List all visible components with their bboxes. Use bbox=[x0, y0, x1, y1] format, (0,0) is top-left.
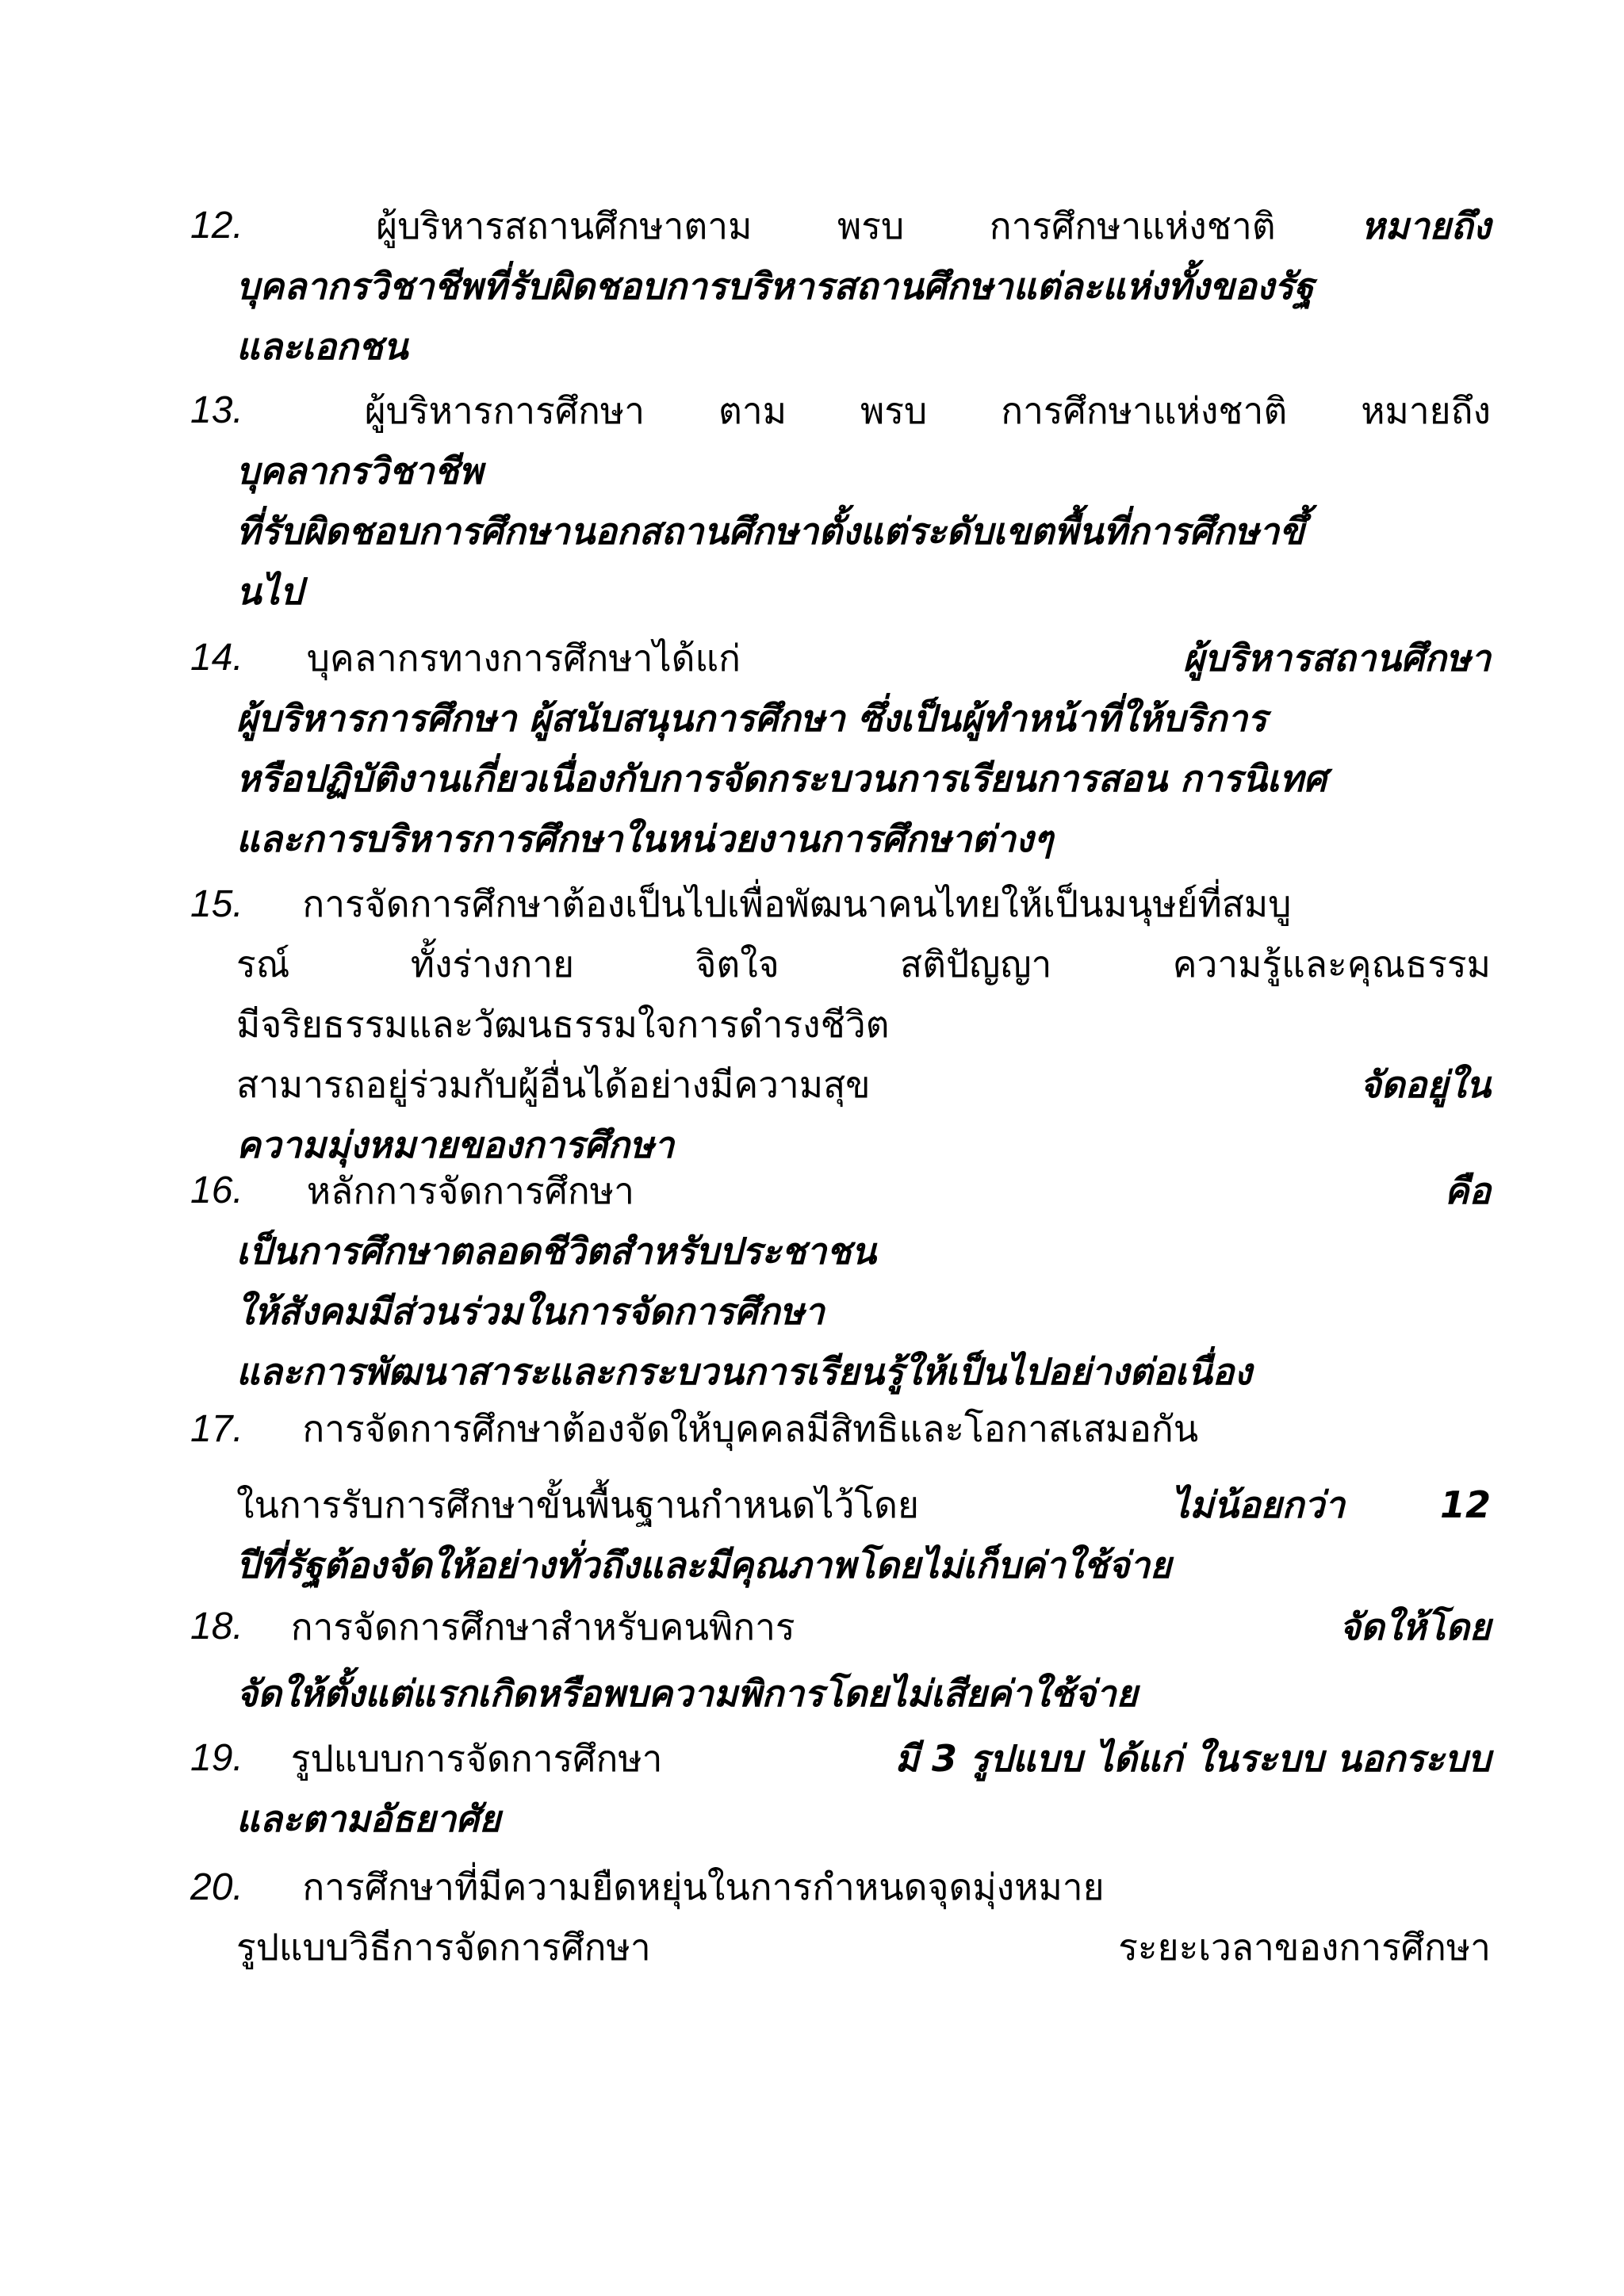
item-15-text: สามารถอยู่ร่วมกับผู้อื่นได้อย่างมีความสุข bbox=[236, 1063, 871, 1106]
item-12-emphasis: หมายถึง bbox=[1361, 205, 1491, 247]
item-19-text: รูปแบบการจัดการศึกษา bbox=[290, 1737, 663, 1780]
item-20-line-1 bbox=[190, 1855, 1105, 1919]
item-12-line-2: บุคลากรวิชาชีพที่รับผิดชอบการบริหารสถานศึกษาแต่ละแห่งทั้งของรัฐ bbox=[236, 265, 1314, 308]
item-15-line-2 bbox=[236, 932, 1491, 996]
item-14-line-4: และการบริหารการศึกษาในหน่วยงานการศึกษาต่างๆ bbox=[236, 817, 1053, 860]
item-14-line-3: หรือปฏิบัติงานเกี่ยวเนื่องกับการจัดกระบวนการเรียนการสอน การนิเทศ bbox=[236, 757, 1327, 800]
item-18-text: การจัดการศึกษาสำหรับคนพิการ bbox=[290, 1605, 795, 1648]
item-13-text: ผู้บริหารการศึกษา bbox=[364, 389, 645, 432]
item-18-number: 18. bbox=[190, 1605, 243, 1647]
item-15-number: 15. bbox=[190, 883, 243, 925]
item-16-line-3: ให้สังคมมีส่วนร่วมในการจัดการศึกษา bbox=[236, 1290, 825, 1333]
item-20-text: รูปแบบวิธีการจัดการศึกษา bbox=[236, 1926, 651, 1969]
item-12-text: พรบ bbox=[837, 205, 905, 247]
item-12-number: 12. bbox=[190, 205, 243, 247]
item-16-text: หลักการจัดการศึกษา bbox=[306, 1169, 634, 1212]
item-16-line-4: และการพัฒนาสาระและกระบวนการเรียนรู้ให้เป็นไปอย่างต่อเนื่อง bbox=[236, 1350, 1252, 1393]
item-20-text: ระยะเวลาของการศึกษา bbox=[1118, 1926, 1491, 1969]
item-19-line-1 bbox=[190, 1727, 1491, 1790]
item-13-line-3: ที่รับผิดชอบการศึกษานอกสถานศึกษาตั้งแต่ระดับเขตพื้นที่การศึกษาขึ้ bbox=[236, 510, 1304, 553]
item-17-emphasis: ไม่น้อยกว่า bbox=[1170, 1483, 1345, 1526]
item-14-number: 14. bbox=[190, 637, 243, 679]
item-14-line-2: ผู้บริหารการศึกษา ผู้สนับสนุนการศึกษา ซึ่งเป็นผู้ทำหน้าที่ให้บริการ bbox=[236, 697, 1267, 740]
item-13-number: 13. bbox=[190, 389, 243, 431]
item-16-number: 16. bbox=[190, 1169, 243, 1211]
item-16-line-2: เป็นการศึกษาตลอดชีวิตสำหรับประชาชน bbox=[236, 1230, 876, 1272]
item-18-emphasis: จัดให้โดย bbox=[1339, 1605, 1491, 1648]
item-13-text: ตาม bbox=[718, 389, 787, 432]
item-19-line-2: และตามอัธยาศัย bbox=[236, 1797, 501, 1840]
item-17-emphasis: 12 bbox=[1439, 1483, 1491, 1526]
item-15-line-4 bbox=[236, 1053, 1491, 1116]
item-12-text: ผู้บริหารสถานศึกษาตาม bbox=[376, 205, 753, 247]
item-17-text: การจัดการศึกษาต้องจัดให้บุคคลมีสิทธิและโอกาสเสมอกัน bbox=[302, 1407, 1199, 1450]
item-13-text: การศึกษาแห่งชาติ bbox=[1001, 389, 1288, 432]
item-16-line-1 bbox=[190, 1159, 1491, 1223]
item-12-text: การศึกษาแห่งชาติ bbox=[989, 205, 1276, 247]
item-20-line-2 bbox=[236, 1915, 1491, 1979]
item-15-text: ทั้งร่างกาย bbox=[410, 943, 575, 985]
item-18-line-1 bbox=[190, 1595, 1491, 1659]
item-20-text: การศึกษาที่มีความยืดหยุ่นในการกำหนดจุดมุ่งหมาย bbox=[302, 1866, 1105, 1908]
item-19-number: 19. bbox=[190, 1737, 243, 1779]
item-15-line-1 bbox=[190, 872, 1291, 936]
item-12-line-3: และเอกชน bbox=[236, 325, 408, 368]
item-13-text: พรบ bbox=[860, 389, 928, 432]
item-16-emphasis: คือ bbox=[1444, 1169, 1491, 1212]
item-15-text: สติปัญญา bbox=[900, 943, 1052, 985]
item-13-line-1 bbox=[190, 379, 1491, 442]
item-14-text: บุคลากรทางการศึกษาได้แก่ bbox=[306, 637, 741, 679]
item-17-line-3: ปีที่รัฐต้องจัดให้อย่างทั่วถึงและมีคุณภาพโดยไม่เก็บค่าใช้จ่าย bbox=[236, 1544, 1172, 1586]
item-14-emphasis: ผู้บริหารสถานศึกษา bbox=[1182, 637, 1491, 679]
item-17-line-2 bbox=[236, 1473, 1491, 1536]
item-18-line-2: จัดให้ตั้งแต่แรกเกิดหรือพบความพิการโดยไม่เสียค่าใช้จ่าย bbox=[236, 1672, 1138, 1715]
item-13-line-4: นไป bbox=[236, 570, 303, 613]
item-15-line-3: มีจริยธรรมและวัฒนธรรมใจการดำรงชีวิต bbox=[236, 1003, 890, 1046]
item-12-line-1 bbox=[190, 194, 1491, 258]
item-15-text: จิตใจ bbox=[695, 943, 779, 985]
item-15-emphasis: จัดอยู่ใน bbox=[1359, 1063, 1491, 1106]
item-15-text: การจัดการศึกษาต้องเป็นไปเพื่อพัฒนาคนไทยให้เป็นมนุษย์ที่สมบู bbox=[302, 882, 1292, 925]
item-20-number: 20. bbox=[190, 1866, 243, 1908]
item-15-line-5: ความมุ่งหมายของการศึกษา bbox=[236, 1123, 675, 1166]
item-14-line-1 bbox=[190, 626, 1491, 690]
item-17-line-1 bbox=[190, 1397, 1198, 1460]
item-13-text: หมายถึง bbox=[1361, 389, 1491, 432]
item-15-text: รณ์ bbox=[236, 943, 290, 985]
item-19-emphasis: มี 3 รูปแบบ ได้แก่ ในระบบ นอกระบบ bbox=[894, 1737, 1491, 1780]
item-17-number: 17. bbox=[190, 1408, 243, 1450]
item-17-text: ในการรับการศึกษาขั้นพื้นฐานกำหนดไว้โดย bbox=[236, 1483, 919, 1526]
item-13-line-2: บุคลากรวิชาชีพ bbox=[236, 450, 483, 492]
item-15-text: ความรู้และคุณธรรม bbox=[1172, 943, 1491, 985]
